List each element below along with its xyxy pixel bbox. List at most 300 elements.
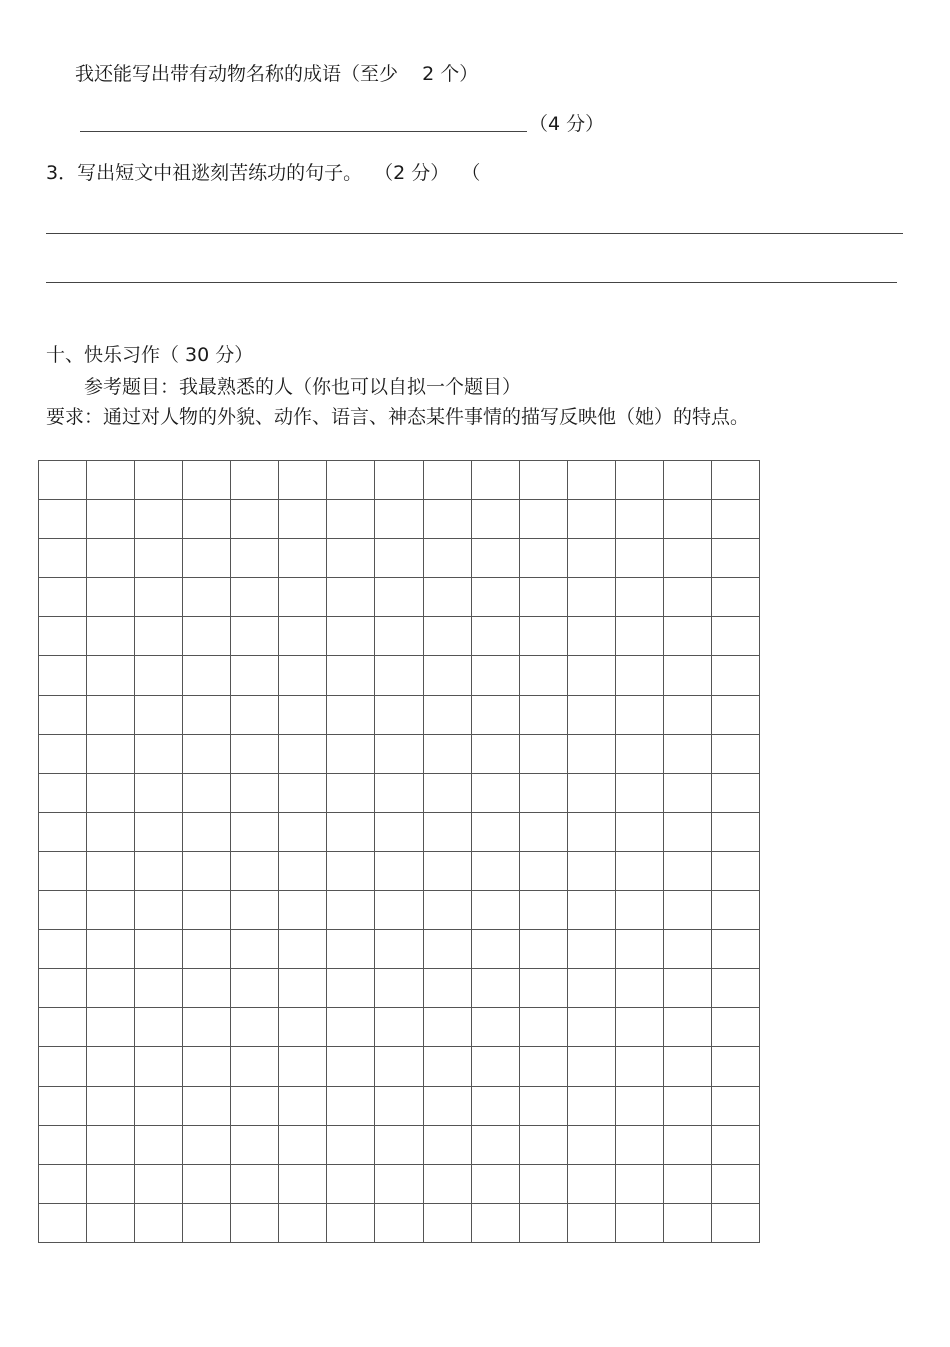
grid-cell[interactable] <box>471 851 519 890</box>
grid-cell[interactable] <box>615 812 663 851</box>
grid-cell[interactable] <box>39 1125 87 1164</box>
grid-cell[interactable] <box>375 617 423 656</box>
grid-cell[interactable] <box>615 1164 663 1203</box>
grid-cell[interactable] <box>183 930 231 969</box>
grid-cell[interactable] <box>327 812 375 851</box>
grid-cell[interactable] <box>663 1203 711 1242</box>
grid-cell[interactable] <box>711 1164 759 1203</box>
grid-cell[interactable] <box>39 1086 87 1125</box>
grid-cell[interactable] <box>711 656 759 695</box>
grid-cell[interactable] <box>375 461 423 500</box>
grid-cell[interactable] <box>615 500 663 539</box>
grid-cell[interactable] <box>519 500 567 539</box>
grid-cell[interactable] <box>663 656 711 695</box>
grid-cell[interactable] <box>423 969 471 1008</box>
grid-cell[interactable] <box>519 1086 567 1125</box>
grid-cell[interactable] <box>327 500 375 539</box>
grid-cell[interactable] <box>279 500 327 539</box>
grid-cell[interactable] <box>231 1164 279 1203</box>
grid-cell[interactable] <box>615 969 663 1008</box>
grid-cell[interactable] <box>471 539 519 578</box>
grid-cell[interactable] <box>279 734 327 773</box>
grid-cell[interactable] <box>711 812 759 851</box>
grid-cell[interactable] <box>711 695 759 734</box>
grid-cell[interactable] <box>567 500 615 539</box>
grid-cell[interactable] <box>39 578 87 617</box>
grid-cell[interactable] <box>519 851 567 890</box>
grid-cell[interactable] <box>327 969 375 1008</box>
grid-cell[interactable] <box>615 734 663 773</box>
grid-cell[interactable] <box>615 891 663 930</box>
grid-cell[interactable] <box>711 851 759 890</box>
grid-cell[interactable] <box>39 851 87 890</box>
grid-cell[interactable] <box>567 578 615 617</box>
grid-cell[interactable] <box>471 656 519 695</box>
grid-cell[interactable] <box>39 969 87 1008</box>
grid-cell[interactable] <box>519 930 567 969</box>
grid-cell[interactable] <box>423 812 471 851</box>
grid-cell[interactable] <box>711 1203 759 1242</box>
grid-cell[interactable] <box>423 1164 471 1203</box>
grid-cell[interactable] <box>663 734 711 773</box>
grid-cell[interactable] <box>279 1008 327 1047</box>
grid-cell[interactable] <box>87 461 135 500</box>
grid-cell[interactable] <box>615 578 663 617</box>
grid-cell[interactable] <box>663 617 711 656</box>
grid-cell[interactable] <box>615 1125 663 1164</box>
grid-cell[interactable] <box>231 578 279 617</box>
grid-cell[interactable] <box>231 851 279 890</box>
grid-cell[interactable] <box>471 734 519 773</box>
grid-cell[interactable] <box>327 734 375 773</box>
grid-cell[interactable] <box>183 1164 231 1203</box>
grid-cell[interactable] <box>567 695 615 734</box>
grid-cell[interactable] <box>663 461 711 500</box>
grid-cell[interactable] <box>39 461 87 500</box>
grid-cell[interactable] <box>663 578 711 617</box>
grid-cell[interactable] <box>87 1008 135 1047</box>
grid-cell[interactable] <box>711 1008 759 1047</box>
grid-cell[interactable] <box>183 500 231 539</box>
grid-cell[interactable] <box>471 1008 519 1047</box>
grid-cell[interactable] <box>231 539 279 578</box>
grid-cell[interactable] <box>327 851 375 890</box>
grid-cell[interactable] <box>663 930 711 969</box>
grid-cell[interactable] <box>423 1203 471 1242</box>
grid-cell[interactable] <box>375 1086 423 1125</box>
grid-cell[interactable] <box>231 1203 279 1242</box>
grid-cell[interactable] <box>135 812 183 851</box>
grid-cell[interactable] <box>135 734 183 773</box>
grid-cell[interactable] <box>663 891 711 930</box>
grid-cell[interactable] <box>279 656 327 695</box>
grid-cell[interactable] <box>471 891 519 930</box>
grid-cell[interactable] <box>87 773 135 812</box>
grid-cell[interactable] <box>615 1008 663 1047</box>
grid-cell[interactable] <box>327 656 375 695</box>
grid-cell[interactable] <box>567 1047 615 1086</box>
grid-cell[interactable] <box>615 695 663 734</box>
grid-cell[interactable] <box>423 930 471 969</box>
grid-cell[interactable] <box>663 773 711 812</box>
grid-cell[interactable] <box>423 773 471 812</box>
grid-cell[interactable] <box>183 656 231 695</box>
grid-cell[interactable] <box>87 851 135 890</box>
grid-cell[interactable] <box>423 500 471 539</box>
grid-cell[interactable] <box>135 656 183 695</box>
grid-cell[interactable] <box>711 578 759 617</box>
grid-cell[interactable] <box>87 930 135 969</box>
grid-cell[interactable] <box>711 1125 759 1164</box>
grid-cell[interactable] <box>135 930 183 969</box>
grid-cell[interactable] <box>135 695 183 734</box>
grid-cell[interactable] <box>567 656 615 695</box>
grid-cell[interactable] <box>87 969 135 1008</box>
grid-cell[interactable] <box>327 461 375 500</box>
idiom-answer-line[interactable] <box>80 131 527 132</box>
grid-cell[interactable] <box>663 1164 711 1203</box>
grid-cell[interactable] <box>87 578 135 617</box>
grid-cell[interactable] <box>519 891 567 930</box>
grid-cell[interactable] <box>423 617 471 656</box>
grid-cell[interactable] <box>279 1086 327 1125</box>
answer-line-2[interactable] <box>46 282 897 283</box>
grid-cell[interactable] <box>279 969 327 1008</box>
grid-cell[interactable] <box>375 695 423 734</box>
grid-cell[interactable] <box>87 734 135 773</box>
grid-cell[interactable] <box>183 1086 231 1125</box>
grid-cell[interactable] <box>711 1086 759 1125</box>
grid-cell[interactable] <box>375 1203 423 1242</box>
grid-cell[interactable] <box>279 617 327 656</box>
grid-cell[interactable] <box>231 1047 279 1086</box>
grid-cell[interactable] <box>663 969 711 1008</box>
grid-cell[interactable] <box>711 500 759 539</box>
grid-cell[interactable] <box>423 656 471 695</box>
grid-cell[interactable] <box>279 461 327 500</box>
grid-cell[interactable] <box>471 1125 519 1164</box>
grid-cell[interactable] <box>519 812 567 851</box>
grid-cell[interactable] <box>231 734 279 773</box>
grid-cell[interactable] <box>183 851 231 890</box>
grid-cell[interactable] <box>87 539 135 578</box>
grid-cell[interactable] <box>711 773 759 812</box>
grid-cell[interactable] <box>471 1047 519 1086</box>
grid-cell[interactable] <box>519 656 567 695</box>
grid-cell[interactable] <box>39 539 87 578</box>
grid-cell[interactable] <box>183 891 231 930</box>
grid-cell[interactable] <box>519 1047 567 1086</box>
grid-cell[interactable] <box>567 461 615 500</box>
grid-cell[interactable] <box>231 969 279 1008</box>
grid-cell[interactable] <box>39 1047 87 1086</box>
grid-cell[interactable] <box>39 930 87 969</box>
grid-cell[interactable] <box>375 539 423 578</box>
grid-cell[interactable] <box>135 1086 183 1125</box>
grid-cell[interactable] <box>663 812 711 851</box>
grid-cell[interactable] <box>519 1008 567 1047</box>
grid-cell[interactable] <box>135 578 183 617</box>
grid-cell[interactable] <box>279 1164 327 1203</box>
grid-cell[interactable] <box>519 1164 567 1203</box>
grid-cell[interactable] <box>183 812 231 851</box>
grid-cell[interactable] <box>183 461 231 500</box>
grid-cell[interactable] <box>39 500 87 539</box>
grid-cell[interactable] <box>87 1164 135 1203</box>
grid-cell[interactable] <box>375 578 423 617</box>
grid-cell[interactable] <box>471 500 519 539</box>
grid-cell[interactable] <box>375 500 423 539</box>
grid-cell[interactable] <box>327 1086 375 1125</box>
grid-cell[interactable] <box>39 1164 87 1203</box>
grid-cell[interactable] <box>423 734 471 773</box>
grid-cell[interactable] <box>711 969 759 1008</box>
grid-cell[interactable] <box>423 461 471 500</box>
grid-cell[interactable] <box>39 695 87 734</box>
grid-cell[interactable] <box>39 734 87 773</box>
grid-cell[interactable] <box>423 539 471 578</box>
grid-cell[interactable] <box>135 969 183 1008</box>
grid-cell[interactable] <box>423 1008 471 1047</box>
grid-cell[interactable] <box>135 1125 183 1164</box>
grid-cell[interactable] <box>231 1125 279 1164</box>
grid-cell[interactable] <box>567 891 615 930</box>
grid-cell[interactable] <box>711 539 759 578</box>
grid-cell[interactable] <box>39 1008 87 1047</box>
grid-cell[interactable] <box>135 1164 183 1203</box>
grid-cell[interactable] <box>471 461 519 500</box>
grid-cell[interactable] <box>135 1047 183 1086</box>
grid-cell[interactable] <box>663 539 711 578</box>
grid-cell[interactable] <box>567 969 615 1008</box>
grid-cell[interactable] <box>711 1047 759 1086</box>
grid-cell[interactable] <box>519 578 567 617</box>
grid-cell[interactable] <box>183 578 231 617</box>
grid-cell[interactable] <box>279 695 327 734</box>
grid-cell[interactable] <box>183 1047 231 1086</box>
grid-cell[interactable] <box>231 773 279 812</box>
grid-cell[interactable] <box>615 773 663 812</box>
grid-cell[interactable] <box>327 891 375 930</box>
grid-cell[interactable] <box>135 851 183 890</box>
grid-cell[interactable] <box>279 539 327 578</box>
grid-cell[interactable] <box>423 578 471 617</box>
grid-cell[interactable] <box>471 695 519 734</box>
grid-cell[interactable] <box>615 1047 663 1086</box>
grid-cell[interactable] <box>39 812 87 851</box>
grid-cell[interactable] <box>39 1203 87 1242</box>
grid-cell[interactable] <box>87 1047 135 1086</box>
grid-cell[interactable] <box>375 1125 423 1164</box>
grid-cell[interactable] <box>87 891 135 930</box>
grid-cell[interactable] <box>135 891 183 930</box>
grid-cell[interactable] <box>423 695 471 734</box>
grid-cell[interactable] <box>519 617 567 656</box>
grid-cell[interactable] <box>519 539 567 578</box>
grid-cell[interactable] <box>327 1164 375 1203</box>
grid-cell[interactable] <box>327 1125 375 1164</box>
grid-cell[interactable] <box>375 656 423 695</box>
grid-cell[interactable] <box>39 617 87 656</box>
grid-cell[interactable] <box>231 891 279 930</box>
grid-cell[interactable] <box>183 539 231 578</box>
grid-cell[interactable] <box>615 656 663 695</box>
grid-cell[interactable] <box>615 617 663 656</box>
grid-cell[interactable] <box>375 812 423 851</box>
grid-cell[interactable] <box>567 734 615 773</box>
grid-cell[interactable] <box>231 500 279 539</box>
grid-cell[interactable] <box>663 500 711 539</box>
grid-cell[interactable] <box>135 773 183 812</box>
grid-cell[interactable] <box>375 969 423 1008</box>
grid-cell[interactable] <box>231 695 279 734</box>
grid-cell[interactable] <box>663 1086 711 1125</box>
grid-cell[interactable] <box>615 1086 663 1125</box>
grid-cell[interactable] <box>615 930 663 969</box>
grid-cell[interactable] <box>375 1008 423 1047</box>
grid-cell[interactable] <box>375 851 423 890</box>
grid-cell[interactable] <box>327 578 375 617</box>
grid-cell[interactable] <box>567 617 615 656</box>
grid-cell[interactable] <box>567 1008 615 1047</box>
grid-cell[interactable] <box>471 812 519 851</box>
grid-cell[interactable] <box>279 812 327 851</box>
grid-cell[interactable] <box>327 1047 375 1086</box>
grid-cell[interactable] <box>327 539 375 578</box>
grid-cell[interactable] <box>375 891 423 930</box>
grid-cell[interactable] <box>279 1047 327 1086</box>
grid-cell[interactable] <box>567 1086 615 1125</box>
grid-cell[interactable] <box>471 773 519 812</box>
grid-cell[interactable] <box>87 1125 135 1164</box>
grid-cell[interactable] <box>663 851 711 890</box>
grid-cell[interactable] <box>663 1008 711 1047</box>
grid-cell[interactable] <box>279 930 327 969</box>
grid-cell[interactable] <box>87 1086 135 1125</box>
grid-cell[interactable] <box>471 1164 519 1203</box>
grid-cell[interactable] <box>231 1008 279 1047</box>
grid-cell[interactable] <box>87 695 135 734</box>
grid-cell[interactable] <box>375 773 423 812</box>
grid-cell[interactable] <box>375 734 423 773</box>
grid-cell[interactable] <box>471 1203 519 1242</box>
grid-cell[interactable] <box>423 1047 471 1086</box>
grid-cell[interactable] <box>327 1008 375 1047</box>
grid-cell[interactable] <box>375 930 423 969</box>
grid-cell[interactable] <box>471 1086 519 1125</box>
grid-cell[interactable] <box>39 773 87 812</box>
grid-cell[interactable] <box>87 656 135 695</box>
grid-cell[interactable] <box>327 695 375 734</box>
grid-cell[interactable] <box>471 617 519 656</box>
grid-cell[interactable] <box>279 851 327 890</box>
grid-cell[interactable] <box>231 656 279 695</box>
grid-cell[interactable] <box>327 1203 375 1242</box>
grid-cell[interactable] <box>519 695 567 734</box>
grid-cell[interactable] <box>87 617 135 656</box>
grid-cell[interactable] <box>663 1125 711 1164</box>
grid-cell[interactable] <box>231 812 279 851</box>
grid-cell[interactable] <box>567 930 615 969</box>
grid-cell[interactable] <box>567 1125 615 1164</box>
grid-cell[interactable] <box>183 695 231 734</box>
grid-cell[interactable] <box>567 851 615 890</box>
grid-cell[interactable] <box>567 773 615 812</box>
grid-cell[interactable] <box>87 500 135 539</box>
grid-cell[interactable] <box>39 656 87 695</box>
grid-cell[interactable] <box>519 461 567 500</box>
grid-cell[interactable] <box>471 930 519 969</box>
grid-cell[interactable] <box>423 1086 471 1125</box>
grid-cell[interactable] <box>327 773 375 812</box>
grid-cell[interactable] <box>663 695 711 734</box>
grid-cell[interactable] <box>183 1008 231 1047</box>
grid-cell[interactable] <box>135 617 183 656</box>
grid-cell[interactable] <box>375 1164 423 1203</box>
grid-cell[interactable] <box>279 773 327 812</box>
grid-cell[interactable] <box>231 617 279 656</box>
grid-cell[interactable] <box>519 773 567 812</box>
grid-cell[interactable] <box>711 617 759 656</box>
grid-cell[interactable] <box>423 1125 471 1164</box>
grid-cell[interactable] <box>423 851 471 890</box>
grid-cell[interactable] <box>519 969 567 1008</box>
grid-cell[interactable] <box>183 1125 231 1164</box>
grid-cell[interactable] <box>567 1203 615 1242</box>
grid-cell[interactable] <box>183 734 231 773</box>
grid-cell[interactable] <box>231 461 279 500</box>
grid-cell[interactable] <box>471 578 519 617</box>
grid-cell[interactable] <box>231 1086 279 1125</box>
grid-cell[interactable] <box>183 773 231 812</box>
grid-cell[interactable] <box>663 1047 711 1086</box>
grid-cell[interactable] <box>567 1164 615 1203</box>
grid-cell[interactable] <box>567 539 615 578</box>
grid-cell[interactable] <box>327 617 375 656</box>
grid-cell[interactable] <box>39 891 87 930</box>
grid-cell[interactable] <box>615 851 663 890</box>
grid-cell[interactable] <box>279 891 327 930</box>
grid-cell[interactable] <box>279 578 327 617</box>
grid-cell[interactable] <box>135 1008 183 1047</box>
grid-cell[interactable] <box>615 461 663 500</box>
grid-cell[interactable] <box>279 1203 327 1242</box>
grid-cell[interactable] <box>87 812 135 851</box>
grid-cell[interactable] <box>87 1203 135 1242</box>
grid-cell[interactable] <box>135 461 183 500</box>
grid-cell[interactable] <box>183 969 231 1008</box>
grid-cell[interactable] <box>711 891 759 930</box>
grid-cell[interactable] <box>519 734 567 773</box>
grid-cell[interactable] <box>135 1203 183 1242</box>
answer-line-1[interactable] <box>46 233 903 234</box>
grid-cell[interactable] <box>711 734 759 773</box>
grid-cell[interactable] <box>519 1203 567 1242</box>
grid-cell[interactable] <box>423 891 471 930</box>
grid-cell[interactable] <box>711 461 759 500</box>
grid-cell[interactable] <box>183 1203 231 1242</box>
grid-cell[interactable] <box>135 500 183 539</box>
grid-cell[interactable] <box>567 812 615 851</box>
grid-cell[interactable] <box>375 1047 423 1086</box>
grid-cell[interactable] <box>471 969 519 1008</box>
grid-cell[interactable] <box>615 539 663 578</box>
grid-cell[interactable] <box>327 930 375 969</box>
grid-cell[interactable] <box>519 1125 567 1164</box>
grid-cell[interactable] <box>183 617 231 656</box>
grid-cell[interactable] <box>279 1125 327 1164</box>
grid-cell[interactable] <box>231 930 279 969</box>
